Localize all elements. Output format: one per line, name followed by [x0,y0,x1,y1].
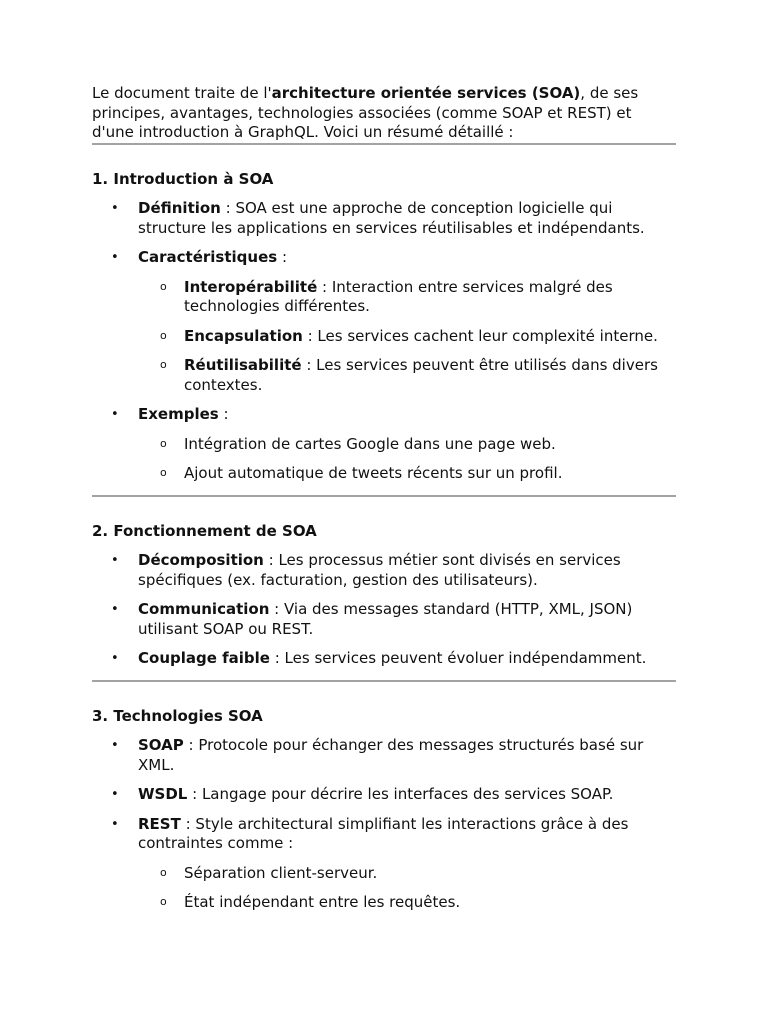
term-couplage: Couplage faible [138,649,270,667]
sub-marker: o [160,358,167,371]
rest-sub-text-1: Séparation client-serveur. [184,863,378,882]
intro-line-2: principes, avantages, technologies associées (comme SOAP et REST) et [92,103,632,122]
rest-sub-text-2: État indépendant entre les requêtes. [184,893,461,911]
term-decomposition: Décomposition [138,551,264,569]
term-communication: Communication [138,600,270,618]
definition-text-2: structure les applications en services réutilisables et indépendants. [138,218,645,237]
intro-paragraph [92,84,676,143]
term-soap: SOAP [138,736,184,754]
bullet-marker: • [111,651,119,666]
intro-prefix: Le document traite de l' [92,84,272,102]
bullet-marker: • [111,553,119,568]
decomposition-text-1: : Les processus métier sont divisés en services [263,551,621,569]
separator-2 [92,495,676,497]
intro-line-3: d'une introduction à GraphQL. Voici un résumé détaillé : [92,123,514,141]
list-item-communication [92,600,676,639]
definition-text-1: : SOA est une approche de conception logicielle qui [220,199,613,217]
list-item-couplage [92,649,676,669]
intro-bold-term: architecture orientée services (SOA) [271,84,581,102]
exemples-suffix: : [218,405,229,423]
rest-text-2: contraintes comme : [138,834,294,852]
sub-item-exemple-2 [138,464,676,484]
section-2-title: 2. Fonctionnement de SOA [92,521,317,540]
term-encapsulation: Encapsulation [184,326,303,345]
bullet-marker: • [111,407,119,422]
list-item-decomposition [92,551,676,590]
sub-item-reutilisabilite [138,356,676,395]
bullet-marker: • [111,738,119,753]
bullet-marker: • [111,816,119,832]
interoperabilite-text-1: : Interaction entre services malgré des [317,277,613,296]
term-reutilisabilite: Réutilisabilité [184,356,302,374]
exemple-text-2: Ajout automatique de tweets récents sur un profil. [184,464,563,482]
rest-sublist [138,864,676,913]
sub-item-rest-1 [138,864,676,884]
bullet-marker: • [111,250,119,265]
rest-text-1: : Style architectural simplifiant les interactions grâce à des [180,814,629,833]
sub-item-exemple-1 [138,435,676,455]
bullet-marker: • [111,787,119,802]
caracteristiques-suffix: : [277,248,288,266]
section-1-list [92,199,676,484]
exemples-sublist [138,435,676,484]
document-body [92,84,676,913]
sub-item-interoperabilite [138,278,676,317]
section-1-title: 1. Introduction à SOA [92,169,274,188]
decomposition-text-2: spécifiques (ex. facturation, gestion des utilisateurs). [138,570,538,589]
term-interoperabilite: Interopérabilité [184,277,318,296]
list-item-rest [92,815,676,913]
list-item-soap [92,736,676,775]
term-rest: REST [138,814,181,833]
intro-suffix: , de ses [580,84,639,102]
soap-text-2: XML. [138,755,175,774]
sub-marker: o [160,436,167,450]
bullet-marker: • [111,602,119,617]
communication-text-1: : Via des messages standard (HTTP, XML, JSON) [269,600,633,618]
wsdl-text: : Langage pour décrire les interfaces des services SOAP. [187,785,614,803]
soap-text-1: : Protocole pour échanger des messages structurés basé sur [183,736,644,754]
list-item-wsdl [92,785,676,805]
separator-3 [92,680,676,682]
term-exemples: Exemples [138,405,219,423]
exemple-text-1: Intégration de cartes Google dans une page web. [184,434,556,453]
sub-item-encapsulation [138,327,676,347]
sub-marker: o [160,328,167,342]
encapsulation-text: : Les services cachent leur complexité interne. [302,326,658,345]
term-definition: Définition [138,199,221,217]
section-3-list [92,736,676,913]
sub-marker: o [160,279,167,293]
sub-item-rest-2 [138,893,676,913]
sub-marker: o [160,895,167,908]
sub-marker: o [160,466,167,479]
bullet-marker: • [111,201,119,216]
couplage-text: : Les services peuvent évoluer indépendamment. [269,649,647,667]
section-3-title: 3. Technologies SOA [92,706,263,725]
section-2-list [92,551,676,669]
list-item-caracteristiques [92,248,676,395]
caracteristiques-sublist [138,278,676,396]
interoperabilite-text-2: technologies différentes. [184,297,370,315]
reutilisabilite-text-2: contextes. [184,375,263,394]
term-caracteristiques: Caractéristiques [138,248,278,266]
term-wsdl: WSDL [138,785,188,803]
list-item-exemples [92,405,676,484]
reutilisabilite-text-1: : Les services peuvent être utilisés dans divers [301,356,658,374]
separator-1 [92,143,676,145]
sub-marker: o [160,865,167,879]
list-item-definition [92,199,676,238]
communication-text-2: utilisant SOAP ou REST. [138,619,314,638]
